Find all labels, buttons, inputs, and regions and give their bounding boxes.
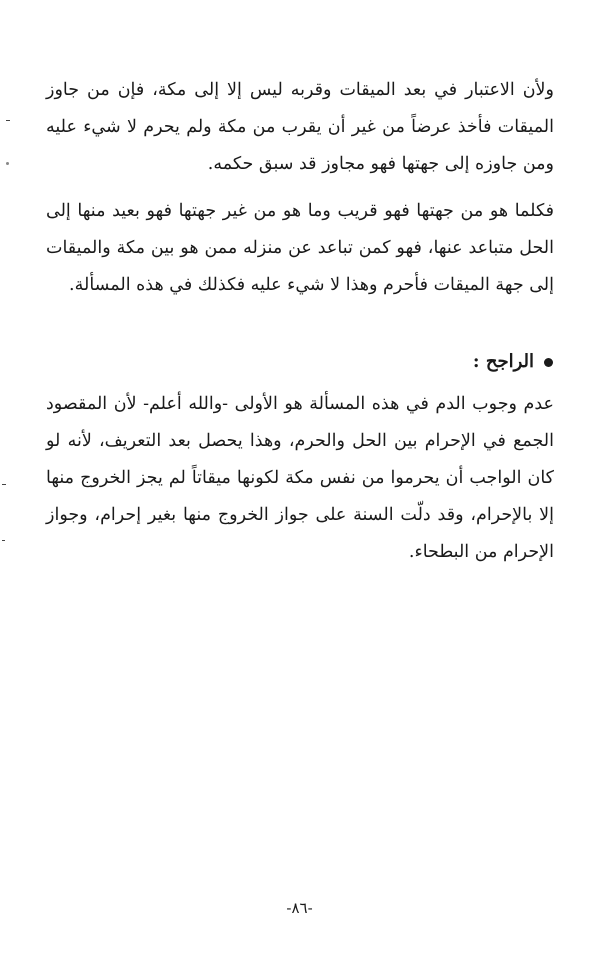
paragraph-text: عدم وجوب الدم في هذه المسألة هو الأولى -والله أعلم- لأن المقصود الجمع في الإحرام بين الحل والحرم، وهذا يحصل بعد التعريف، لأنه لو كان الواجب أن يحرموا من نفس مكة لكونها ميقاتاً لم يجز الخروج منها إلا بالإحرام، وقد دلّت السنة على جواز الخروج منها بغير إحرام، وجواز الإحرام من البطحاء. <box>46 394 554 562</box>
heading-text: الراجح : <box>472 351 534 372</box>
margin-mark <box>6 120 10 121</box>
paragraph-text: ولأن الاعتبار في بعد الميقات وقربه ليس إلا إلى مكة، فإن من جاوز الميقات فأخذ عرضاً من غير أن يقرب من مكة ولم يحرم لا شيء عليه ومن جاوزه إلى جهتها فهو مجاوز قد سبق حكمه. <box>46 80 554 174</box>
page-number: -٨٦- <box>286 899 313 917</box>
paragraph-miqat-distance <box>46 72 554 183</box>
paragraph-text: فكلما هو من جهتها فهو قريب وما هو من غير جهتها فهو بعيد منها إلى الحل متباعد عنها، فهو كمن تباعد عن منزله ممن هو بين مكة والميقات إلى جهة الميقات فأحرم وهذا لا شيء عليه فكذلك في هذه المسألة. <box>46 201 554 295</box>
paragraph-preferred-opinion <box>46 386 554 571</box>
bullet-icon <box>544 358 553 367</box>
margin-mark <box>2 484 6 485</box>
section-heading <box>473 347 553 377</box>
margin-mark <box>2 540 5 541</box>
paragraph-direction <box>46 193 554 304</box>
margin-mark <box>6 162 9 165</box>
